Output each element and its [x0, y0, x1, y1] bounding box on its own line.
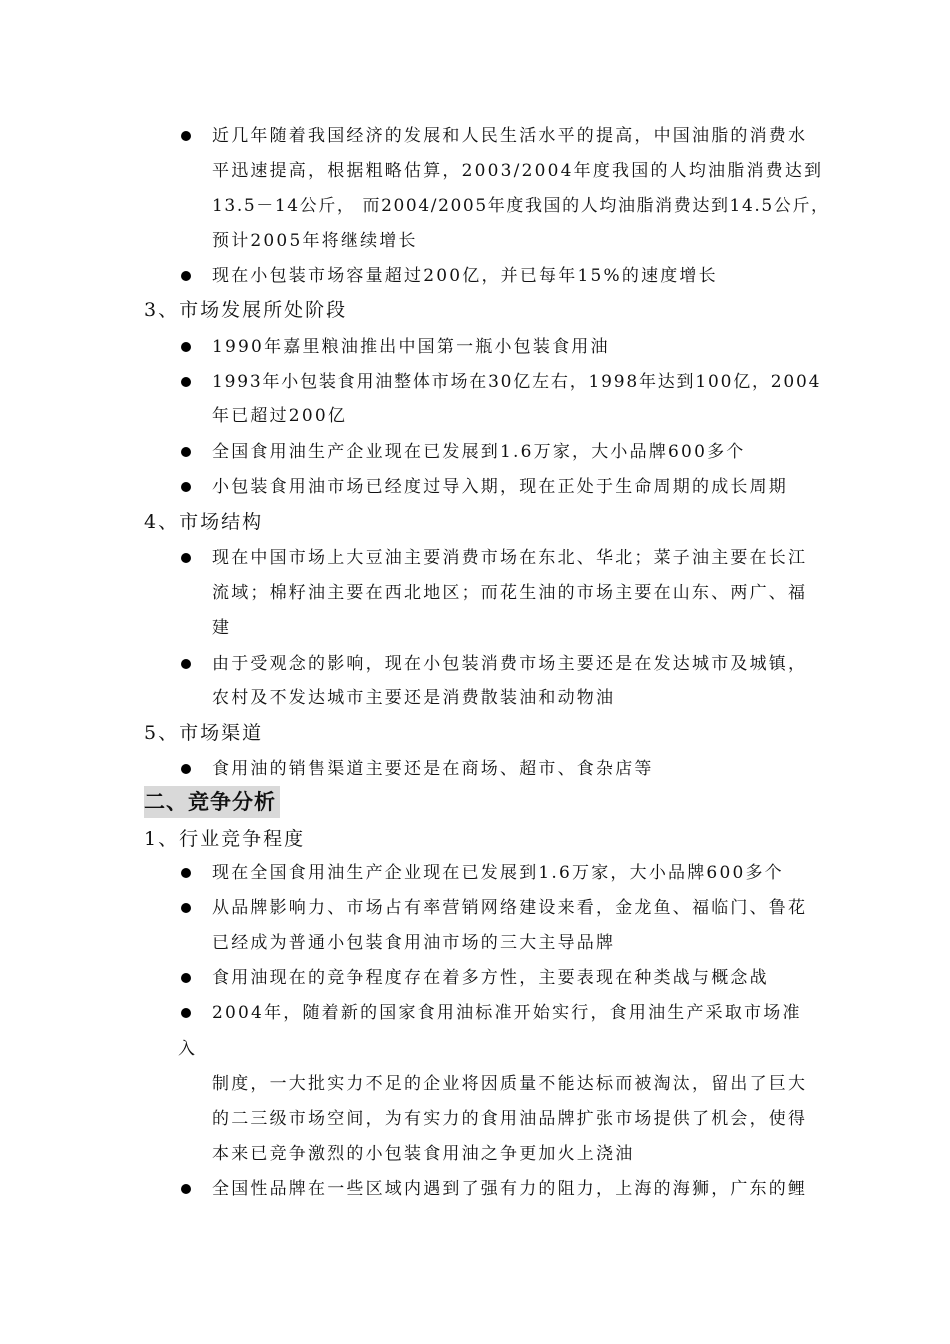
bullet-icon	[181, 868, 191, 878]
bullet-icon	[181, 342, 191, 352]
bullet-icon	[181, 659, 191, 669]
bullet-icon	[181, 1184, 191, 1194]
bullet-icon	[181, 903, 191, 913]
paragraph-line: 年已超过200亿	[212, 406, 348, 426]
paragraph-line: 本来已竞争激烈的小包装食用油之争更加火上浇油	[212, 1144, 635, 1164]
bullet-icon	[181, 377, 191, 387]
paragraph-line: 入	[178, 1039, 198, 1059]
bullet-icon	[181, 131, 191, 141]
paragraph-line: 由于受观念的影响，现在小包装消费市场主要还是在发达城市及城镇，	[212, 654, 808, 674]
section-heading: 3、市场发展所处阶段	[144, 299, 348, 321]
paragraph-line: 近几年随着我国经济的发展和人民生活水平的提高，中国油脂的消费水	[212, 126, 808, 146]
paragraph-line: 1990年嘉里粮油推出中国第一瓶小包装食用油	[212, 337, 610, 357]
paragraph-line: 平迅速提高，根据粗略估算，2003/2004年度我国的人均油脂消费达到	[212, 161, 824, 181]
paragraph-line: 现在小包装市场容量超过200亿，并已每年15%的速度增长	[212, 266, 718, 286]
paragraph-line: 食用油现在的竞争程度存在着多方性，主要表现在种类战与概念战	[212, 968, 769, 988]
paragraph-line: 制度，一大批实力不足的企业将因质量不能达标而被淘汰，留出了巨大	[212, 1074, 808, 1094]
paragraph-line: 1993年小包装食用油整体市场在30亿左右，1998年达到100亿，2004	[212, 372, 822, 392]
chapter-title: 二、竞争分析	[144, 786, 280, 818]
paragraph-line: 13.5－14公斤， 而2004/2005年度我国的人均油脂消费达到14.5公斤，	[212, 196, 830, 216]
section-heading: 1、行业竞争程度	[144, 828, 306, 850]
bullet-icon	[181, 973, 191, 983]
paragraph-line: 建	[212, 618, 232, 638]
paragraph-line: 2004年，随着新的国家食用油标准开始实行，食用油生产采取市场准	[212, 1003, 802, 1023]
bullet-icon	[181, 1008, 191, 1018]
section-heading: 5、市场渠道	[144, 722, 264, 744]
paragraph-line: 从品牌影响力、市场占有率营销网络建设来看，金龙鱼、福临门、鲁花	[212, 898, 808, 918]
bullet-icon	[181, 482, 191, 492]
paragraph-line: 现在中国市场上大豆油主要消费市场在东北、华北；菜子油主要在长江	[212, 548, 808, 568]
paragraph-line: 全国性品牌在一些区域内遇到了强有力的阻力，上海的海狮，广东的鲤	[212, 1179, 808, 1199]
paragraph-line: 的二三级市场空间，为有实力的食用油品牌扩张市场提供了机会，使得	[212, 1109, 808, 1129]
paragraph-line: 现在全国食用油生产企业现在已发展到1.6万家，大小品牌600多个	[212, 863, 784, 883]
bullet-icon	[181, 764, 191, 774]
bullet-icon	[181, 447, 191, 457]
bullet-icon	[181, 553, 191, 563]
paragraph-line: 全国食用油生产企业现在已发展到1.6万家，大小品牌600多个	[212, 442, 746, 462]
paragraph-line: 预计2005年将继续增长	[212, 231, 418, 251]
paragraph-line: 流域；棉籽油主要在西北地区；而花生油的市场主要在山东、两广、福	[212, 583, 808, 603]
paragraph-line: 小包装食用油市场已经度过导入期，现在正处于生命周期的成长周期	[212, 477, 788, 497]
paragraph-line: 已经成为普通小包装食用油市场的三大主导品牌	[212, 933, 616, 953]
section-heading: 4、市场结构	[144, 511, 264, 533]
bullet-icon	[181, 271, 191, 281]
paragraph-line: 食用油的销售渠道主要还是在商场、超市、食杂店等	[212, 759, 654, 779]
paragraph-line: 农村及不发达城市主要还是消费散装油和动物油	[212, 688, 616, 708]
